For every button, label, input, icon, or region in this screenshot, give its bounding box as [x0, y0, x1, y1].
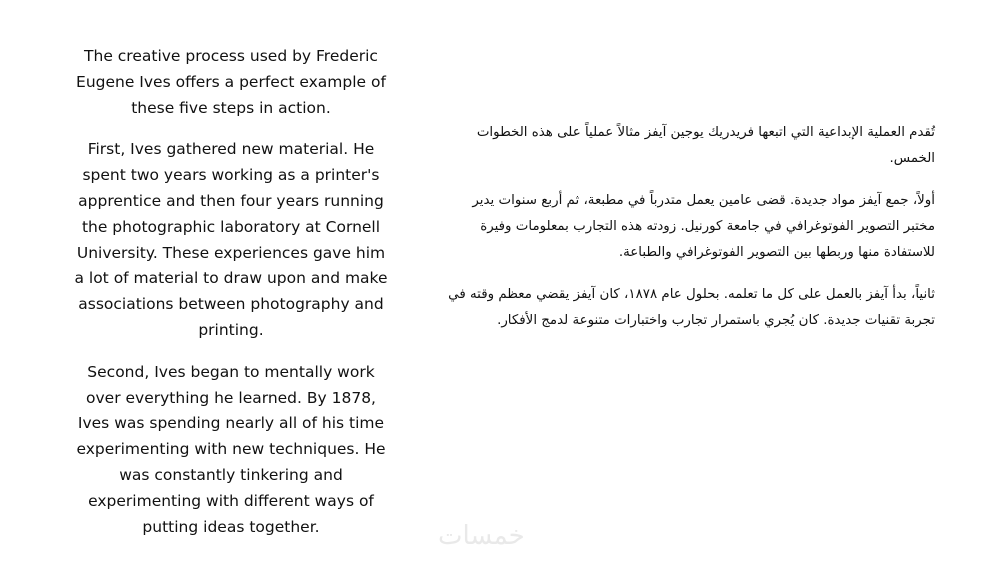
english-paragraph-intro: The creative process used by Frederic Eugene Ives offers a perfect example of these five steps in action. — [76, 47, 386, 117]
arabic-paragraph-second-step: ثانياً، بدأ آيفز بالعمل على كل ما تعلمه. بحلول عام ١٨٧٨، كان آيفز يقضي معظم وقته في تجربة تقنيات جديدة. كان يُجري باستمرار تجارب واختبارات متنوعة لدمج الأفكار. — [448, 287, 935, 328]
arabic-text-column — [445, 120, 935, 350]
arabic-paragraph-first-step: أولاً، جمع آيفز مواد جديدة. قضى عامين يعمل متدرباً في مطبعة، ثم أربع سنوات يدير مختبر التصوير الفوتوغرافي في جامعة كورنيل. زودته هذه التجارب بمعلومات وفيرة للاستفادة منها وربطها بين التصوير الفوتوغرافي والطباعة. — [472, 193, 935, 260]
english-paragraph-second-step: Second, Ives began to mentally work over everything he learned. By 1878, Ives was spending nearly all of his time experimenting with new techniques. He was constantly tinkering and experimenting with different ways of putting ideas together. — [76, 362, 386, 536]
english-text-column — [74, 44, 388, 556]
english-paragraph-first-step: First, Ives gathered new material. He spent two years working as a printer's apprentice and then four years running the photographic laboratory at Cornell University. These experiences gave him a lot of material to draw upon and make associations between photography and printing. — [74, 140, 388, 339]
arabic-paragraph-intro: تُقدم العملية الإبداعية التي اتبعها فريدريك يوجين آيفز مثالاً عملياً على هذه الخطوات الخمس. — [476, 125, 935, 166]
watermark-logo: خمسات — [438, 521, 525, 551]
